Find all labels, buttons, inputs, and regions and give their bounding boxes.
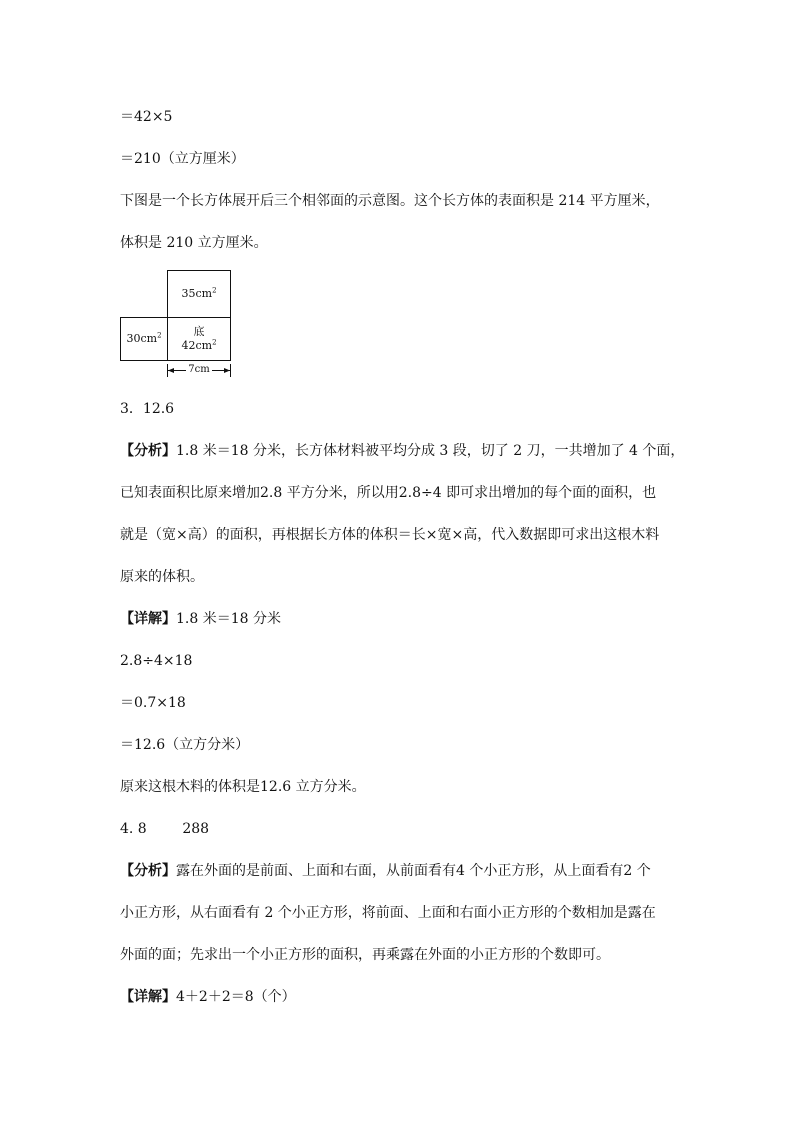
detail-line xyxy=(120,610,281,628)
analysis-tag: 【分析】 xyxy=(120,863,176,879)
superscript: 2 xyxy=(212,286,217,295)
side-face xyxy=(120,317,168,361)
analysis-line: 原来的体积。 xyxy=(120,569,204,585)
calc-result: ＝12.6（立方分米） xyxy=(120,737,250,753)
analysis-line: 就是（宽×高）的面积，再根据长方体的体积＝长×宽×高，代入数据即可求出这根木料 xyxy=(120,527,660,543)
detail-line xyxy=(120,988,296,1006)
analysis-line xyxy=(120,442,684,460)
cuboid-net-diagram xyxy=(120,270,240,382)
analysis-line: 外面的面；先求出一个小正方形的面积，再乘露在外面的小正方形的个数即可。 xyxy=(120,947,610,963)
top-face xyxy=(167,270,231,318)
detail-text: 1.8 米＝18 分米 xyxy=(176,611,281,627)
calc-result: ＝210（立方厘米） xyxy=(120,151,245,167)
analysis-line xyxy=(120,862,651,880)
conclusion-line: 原来这根木料的体积是12.6 立方分米。 xyxy=(120,779,366,795)
width-dimension xyxy=(167,363,231,379)
analysis-line: 小正方形，从右面看有 2 个小正方形，将前面、上面和右面小正方形的个数相加是露在 xyxy=(120,905,656,921)
superscript: 2 xyxy=(157,331,162,340)
side-face-area: 30cm xyxy=(126,332,158,345)
analysis-tag: 【分析】 xyxy=(120,443,176,459)
dimension-label: 7cm xyxy=(188,364,210,375)
top-face-area: 35cm xyxy=(181,287,213,300)
base-face-label: 底 xyxy=(193,325,205,338)
base-face-area: 42cm xyxy=(181,339,213,352)
question-answer: 4. 8 288 xyxy=(120,821,210,837)
superscript: 2 xyxy=(212,338,217,347)
analysis-text: 1.8 米＝18 分米，长方体材料被平均分成 3 段，切了 2 刀，一共增加了 4 个面， xyxy=(176,443,685,459)
base-face xyxy=(167,317,231,361)
question-answer: 3．12.6 xyxy=(120,401,175,417)
detail-tag: 【详解】 xyxy=(120,611,176,627)
paragraph-line: 下图是一个长方体展开后三个相邻面的示意图。这个长方体的表面积是 214 平方厘米， xyxy=(120,193,660,209)
analysis-line: 已知表面积比原来增加2.8 平方分米，所以用2.8÷4 即可求出增加的每个面的面积，也 xyxy=(120,485,657,501)
calc-line: ＝0.7×18 xyxy=(120,695,186,711)
calc-line: ＝42×5 xyxy=(120,109,173,125)
detail-text: 4＋2＋2＝8（个） xyxy=(176,989,296,1005)
analysis-text: 露在外面的是前面、上面和右面，从前面看有4 个小正方形，从上面看有2 个 xyxy=(176,863,651,879)
paragraph-line: 体积是 210 立方厘米。 xyxy=(120,235,268,251)
detail-tag: 【详解】 xyxy=(120,989,176,1005)
calc-line: 2.8÷4×18 xyxy=(120,653,193,669)
